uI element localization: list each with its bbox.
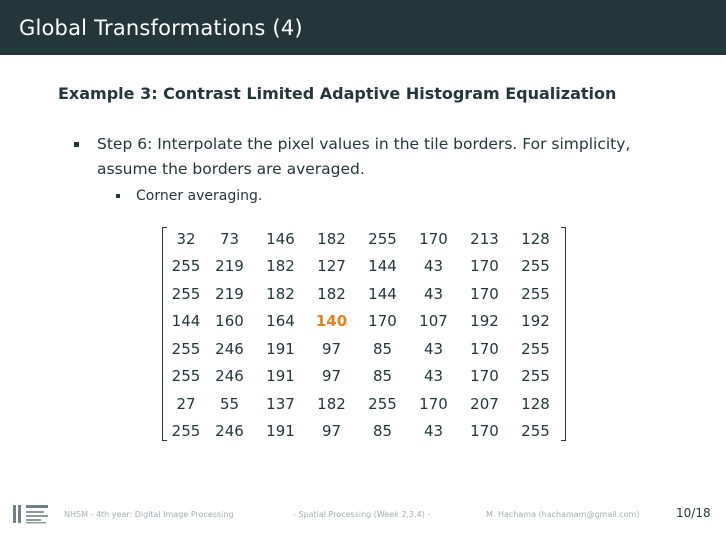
matrix-cell: 32 xyxy=(176,229,196,248)
matrix-cell: 191 xyxy=(266,422,295,441)
matrix-cell: 255 xyxy=(368,394,397,413)
matrix-row xyxy=(168,308,561,336)
matrix-cell: 255 xyxy=(171,367,201,386)
matrix-cell: 144 xyxy=(368,257,397,276)
matrix-cell: 170 xyxy=(419,394,448,413)
matrix-cell: 182 xyxy=(317,394,346,413)
matrix-cell: 255 xyxy=(521,367,550,386)
matrix-cell: 213 xyxy=(470,229,499,248)
matrix-cell: 97 xyxy=(321,339,342,358)
matrix-cell: 43 xyxy=(423,257,444,276)
matrix-cell: 246 xyxy=(215,367,244,386)
bullet-marker-icon xyxy=(74,142,79,147)
example-title: Example 3: Contrast Limited Adaptive Histogram Equalization xyxy=(58,84,617,103)
matrix-cell: 170 xyxy=(470,284,499,303)
matrix-cell: 85 xyxy=(372,339,393,358)
matrix-table xyxy=(168,225,561,445)
matrix-cell: 128 xyxy=(521,229,550,248)
footer-section: - Spatial Processing (Week 2,3,4) - xyxy=(293,510,431,519)
matrix-cell: 170 xyxy=(419,229,448,248)
matrix-cell: 73 xyxy=(219,229,240,248)
slide-title-bar xyxy=(0,0,726,55)
matrix-cell: 191 xyxy=(266,367,295,386)
matrix-cell: 107 xyxy=(419,312,448,331)
matrix-cell: 97 xyxy=(321,367,342,386)
matrix-cell: 146 xyxy=(266,229,295,248)
matrix-cell: 144 xyxy=(368,284,397,303)
matrix-cell: 246 xyxy=(215,339,244,358)
pixel-matrix xyxy=(162,225,566,445)
matrix-cell: 27 xyxy=(176,394,196,413)
matrix-cell: 170 xyxy=(470,339,499,358)
matrix-cell: 255 xyxy=(521,257,550,276)
matrix-row xyxy=(168,253,561,281)
matrix-cell: 170 xyxy=(470,367,499,386)
matrix-cell: 192 xyxy=(470,312,499,331)
matrix-cell: 255 xyxy=(368,229,397,248)
matrix-cell: 170 xyxy=(368,312,397,331)
matrix-cell: 170 xyxy=(470,422,499,441)
matrix-row xyxy=(168,390,561,418)
page-number: 10/18 xyxy=(676,506,711,520)
matrix-cell: 55 xyxy=(219,394,240,413)
matrix-row xyxy=(168,225,561,253)
matrix-cell-highlighted: 140 xyxy=(315,312,348,331)
bullet-step-6-text: Step 6: Interpolate the pixel values in the tile borders. For simplicity, assume the borders are averaged. xyxy=(97,135,631,178)
matrix-cell: 128 xyxy=(521,394,550,413)
matrix-cell: 255 xyxy=(171,422,201,441)
matrix-row xyxy=(168,418,561,446)
matrix-cell: 182 xyxy=(266,284,295,303)
matrix-cell: 191 xyxy=(266,339,295,358)
matrix-cell: 85 xyxy=(372,422,393,441)
sub-bullet-corner-averaging xyxy=(116,186,262,206)
matrix-row xyxy=(168,280,561,308)
matrix-cell: 144 xyxy=(171,312,201,331)
footer-author: M. Hachama (hachamam@gmail.com) xyxy=(486,510,640,519)
matrix-cell: 43 xyxy=(423,367,444,386)
matrix-cell: 255 xyxy=(521,339,550,358)
matrix-row xyxy=(168,335,561,363)
slide-footer xyxy=(0,500,726,530)
matrix-cell: 246 xyxy=(215,422,244,441)
matrix-cell: 207 xyxy=(470,394,499,413)
matrix-cell: 255 xyxy=(521,422,550,441)
matrix-cell: 43 xyxy=(423,284,444,303)
matrix-right-bracket xyxy=(561,227,566,441)
matrix-cell: 255 xyxy=(521,284,550,303)
matrix-cell: 170 xyxy=(470,257,499,276)
matrix-cell: 255 xyxy=(171,339,201,358)
bullet-step-6 xyxy=(74,132,684,182)
sub-bullet-marker-icon xyxy=(116,194,120,198)
matrix-cell: 182 xyxy=(317,284,346,303)
matrix-cell: 182 xyxy=(266,257,295,276)
matrix-cell: 164 xyxy=(266,312,295,331)
matrix-cell: 97 xyxy=(321,422,342,441)
matrix-cell: 43 xyxy=(423,339,444,358)
matrix-cell: 219 xyxy=(215,257,244,276)
matrix-cell: 182 xyxy=(317,229,346,248)
school-logo-icon xyxy=(12,502,50,526)
matrix-cell: 255 xyxy=(171,284,201,303)
slide-title: Global Transformations (4) xyxy=(19,15,303,40)
matrix-cell: 192 xyxy=(521,312,550,331)
matrix-cell: 43 xyxy=(423,422,444,441)
footer-course: NHSM - 4th year: Digital Image Processing xyxy=(64,510,234,519)
matrix-left-bracket xyxy=(162,227,167,441)
matrix-cell: 255 xyxy=(171,257,201,276)
matrix-cell: 137 xyxy=(266,394,295,413)
matrix-cell: 127 xyxy=(317,257,346,276)
matrix-row xyxy=(168,363,561,391)
matrix-cell: 85 xyxy=(372,367,393,386)
matrix-cell: 160 xyxy=(215,312,244,331)
matrix-cell: 219 xyxy=(215,284,244,303)
sub-bullet-text: Corner averaging. xyxy=(136,188,263,204)
